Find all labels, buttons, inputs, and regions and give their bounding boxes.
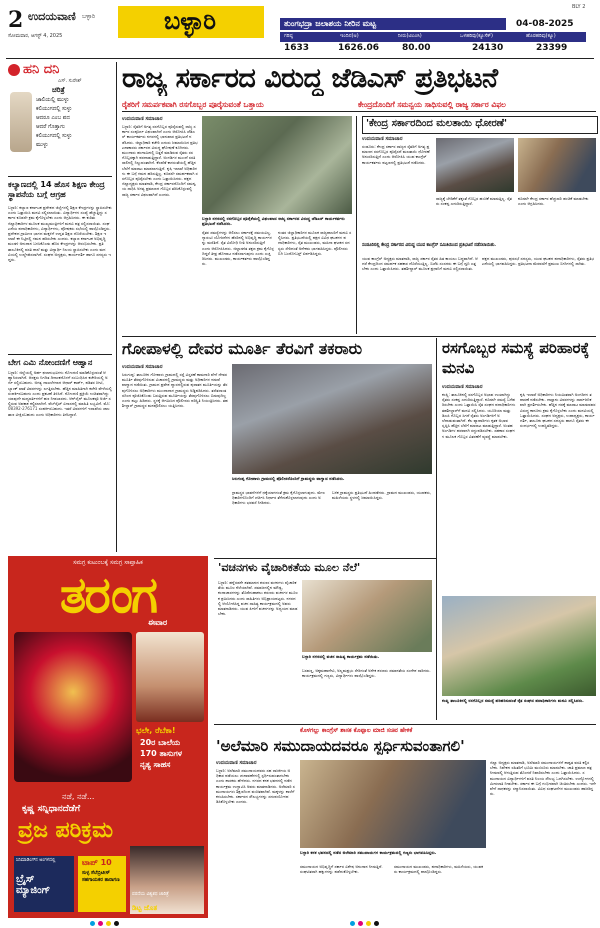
story2-headline: ಬೇಗ ಎಮಿ ನೋಂದಣಿಗೆ ಆಹ್ವಾನ xyxy=(8,358,93,367)
alemari-photo xyxy=(300,760,486,848)
poem-line-6: ಮುಳ್ಳು xyxy=(36,142,49,148)
gopuram-caption: ಸಿರುಗುಪ್ಪ ಗೋಪಾಳು ಗ್ರಾಮದಲ್ಲಿ ಪೊಲೀಸರೊಂದಿಗೆ ಗ್ರಾಮಸ್ಥರು ವಾಗ್ವಾದ ನಡೆಸಿದರು. xyxy=(232,476,345,481)
dam-value-3: 80.00 xyxy=(402,43,431,53)
hani-dani-box xyxy=(8,62,112,172)
reg-dot-8 xyxy=(374,921,379,926)
taranga-ad-line2: 170 ತಾಸುಗಳ xyxy=(140,749,183,758)
hani-dani-title: ಹನಿ ದನಿ xyxy=(23,62,60,77)
poem-line-2: ಕಲಿಯುಗದಲ್ಲಿ ಸುಳ್ಳು xyxy=(36,106,72,112)
lead-body-col2: ರೈತರ ಸಮಸ್ಯೆಗಳನ್ನು ಆಲಿಸಲು ಸರ್ಕಾರಕ್ಕೆ ಸಮಯವಿಲ್ಲ. ಗ್ಯಾರಂಟಿ ಯೋಜನೆಗಳ ಹೆಸರಿನಲ್ಲಿ ಅಭಿವೃದ್ಧಿ ಕಾರ್ಯಗಳನ್ನು ಮರೆತಿದೆ. ರೈತ ವಿರೋಧಿ ನೀತಿ ಅನುಸರಿಸುತ್ತಿದೆ ಎಂದು ಆರೋಪಿಸಿದರು. ಜಿಲ್ಲಾಡಳಿತ ತಕ್ಷಣ ಕ್ರಮ ಕೈಗೊಳ್ಳದಿದ್ದರೆ ತೀವ್ರ ಹೋರಾಟ ನಡೆಸಲಾಗುವುದು ಎಂದು ಎಚ್ಚರಿಸಿದರು. ಮುಖಂಡರು, ಕಾರ್ಯಕರ್ತರು ಪಾಲ್ಗೊಂಡಿದ್ದರು. xyxy=(202,230,274,267)
story2-body: ಬಳ್ಳಾರಿ: ಜಿಲ್ಲೆಯಲ್ಲಿ ಅರ್ಹ ಫಲಾನುಭವಿಗಳು ನೋಂದಣಿ ಮಾಡಿಕೊಳ್ಳುವಂತೆ ಆಹ್ವಾನಿಸಲಾಗಿದೆ. ಆಸಕ್ತರು ನಿಗದಿತ ದಿನಾಂಕದೊಳಗೆ ಸಂಬಂಧಿಸಿದ ಕಚೇರಿಯಲ್ಲಿ ಅರ್ಜಿ ಸಲ್ಲಿಸಬಹುದು. ಅಗತ್ಯ ದಾಖಲೆಗಳಾದ ಆಧಾರ್ ಕಾರ್ಡ್, ಪಡಿತರ ಚೀಟಿ, ಬ್ಯಾಂಕ್ ಖಾತೆ ವಿವರಗಳನ್ನು ಲಗತ್ತಿಸಬೇಕು. ಹೆಚ್ಚಿನ ಮಾಹಿತಿಗಾಗಿ ಕಚೇರಿ ವೇಳೆಯಲ್ಲಿ ಸಂಪರ್ಕಿಸಬಹುದು ಎಂದು ಪ್ರಕಟಣೆ ತಿಳಿಸಿದೆ. ನೋಂದಣಿ ಪ್ರಕ್ರಿಯೆ ಉಚಿತವಾಗಿದ್ದು ಯಾವುದೇ ಮಧ್ಯವರ್ತಿಗಳಿಗೆ ಹಣ ನೀಡಬಾರದು. ಆನ್‌ಲೈನ್ ಮೂಲಕವೂ ಅರ್ಜಿ ಸಲ್ಲಿಸುವ ಅವಕಾಶ ಕಲ್ಪಿಸಲಾಗಿದೆ. ವೆಬ್‌ಸೈಟ್ ವಿಳಾಸದಲ್ಲಿ ಮಾಹಿತಿ ಲಭ್ಯವಿದೆ. ಮೊ: 08392-276171 ಸಂಪರ್ಕಿಸಬಹುದು. ಇತರೆ ವಿವರಗಳಿಗೆ ಇಲಾಖೆಯ ಜಾಲತಾಣ ವೀಕ್ಷಿಸಬಹುದು ಎಂದು ಅಧಿಕಾರಿಗಳು ತಿಳಿಸಿದ್ದಾರೆ. xyxy=(8,370,112,417)
dam-header-1: ಗರಿಷ್ಠ xyxy=(284,33,293,39)
taranga-ad-nade: ನಡೆ, ನಡೆ... xyxy=(62,792,95,801)
lead-deck-2: ಕೇಂದ್ರದೊಂದಿಗೆ ಸಮನ್ವಯ ಸಾಧಿಸುವಲ್ಲಿ ರಾಜ್ಯ ಸರ್ಕಾರ ವಿಫಲ xyxy=(358,100,506,109)
lead-body-col1: ಬಳ್ಳಾರಿ: ರೈತರಿಗೆ ಅಗತ್ಯ ರಸಗೊಬ್ಬರ ಪೂರೈಸುವಲ್ಲಿ ರಾಜ್ಯ ಸರ್ಕಾರ ಸಂಪೂರ್ಣ ವಿಫಲವಾಗಿದೆ ಎಂದು ಆರೋಪಿಸಿ ಜೆಡಿಎಸ್ ಕಾರ್ಯಕರ್ತರು ನಗರದಲ್ಲಿ ಭಾನುವಾರ ಪ್ರತಿಭಟನೆ ನಡೆಸಿದರು. ಜಿಲ್ಲಾಧಿಕಾರಿ ಕಚೇರಿ ಎದುರು ಜಮಾಯಿಸಿದ ಪ್ರತಿಭಟನಾಕಾರರು ಸರ್ಕಾರದ ವಿರುದ್ಧ ಘೋಷಣೆ ಕೂಗಿದರು. ಮುಂಗಾರು ಹಂಗಾಮಿನಲ್ಲಿ ಬಿತ್ತನೆ ಮಾಡಿರುವ ರೈತರು ರಸಗೊಬ್ಬರಕ್ಕಾಗಿ ಪರದಾಡುತ್ತಿದ್ದಾರೆ. ಅಂಗಡಿಗಳ ಮುಂದೆ ಸರತಿ ಸಾಲಿನಲ್ಲಿ ನಿಲ್ಲುವಂತಾಗಿದೆ. ಕೆಲವೆಡೆ ಕಾಳಸಂತೆಯಲ್ಲಿ ಹೆಚ್ಚಿನ ಬೆಲೆಗೆ ಮಾರಾಟ ಮಾಡಲಾಗುತ್ತಿದೆ. ಕೃಷಿ ಇಲಾಖೆ ಅಧಿಕಾರಿಗಳು ಈ ಬಗ್ಗೆ ಗಮನ ಹರಿಸುತ್ತಿಲ್ಲ. ಕೂಡಲೇ ಸಮರ್ಪಕವಾಗಿ ರಸಗೊಬ್ಬರ ಪೂರೈಸಬೇಕು ಎಂದು ಒತ್ತಾಯಿಸಿದರು. ಪಕ್ಷದ ಜಿಲ್ಲಾಧ್ಯಕ್ಷರು ಮಾತನಾಡಿ, ಕೇಂದ್ರ ಸರ್ಕಾರದೊಂದಿಗೆ ಸಮನ್ವಯ ಸಾಧಿಸಿ ಅಗತ್ಯ ಪ್ರಮಾಣದ ಗೊಬ್ಬರ ತರಿಸಿಕೊಳ್ಳುವಲ್ಲಿ ರಾಜ್ಯ ಸರ್ಕಾರ ವಿಫಲವಾಗಿದೆ ಎಂದರು. xyxy=(122,124,198,197)
dam-header-3: ನೀರು(ಟಿಎಂಸಿ) xyxy=(398,33,422,39)
hani-dani-logo xyxy=(8,64,20,76)
alemari-body-col4: ಜಿಲ್ಲಾ ಅಧ್ಯಕ್ಷರು ಮಾತನಾಡಿ, ಅಲೆಮಾರಿ ಸಮುದಾಯಗಳಿಗೆ ಶಾಶ್ವತ ವಸತಿ ಕಲ್ಪಿಸಬೇಕು. ನಿವೇಶನ ರಹಿತರಿಗೆ ಭೂಮಿ ಮಂಜೂರು ಮಾಡಬೇಕು. ಜಾತಿ ಪ್ರಮಾಣ ಪತ್ರ ನೀಡುವಲ್ಲಿ ಆಗುತ್ತಿರುವ ತೊಂದರೆ ನಿವಾರಿಸಬೇಕು ಎಂದು ಒತ್ತಾಯಿಸಿದರು. ಸಮುದಾಯದ ವಿದ್ಯಾರ್ಥಿಗಳಿಗೆ ವಸತಿ ನಿಲಯ ಸೌಲಭ್ಯ ಒದಗಿಸಬೇಕು. ಉದ್ಯೋಗದಲ್ಲಿ ಮೀಸಲಾತಿ ನೀಡಬೇಕು. ಸರ್ಕಾರ ಈ ಬಗ್ಗೆ ಗಂಭೀರವಾಗಿ ಚಿಂತಿಸಬೇಕು ಎಂದರು. ಇದೇ ವೇಳೆ ಸಾಧಕರನ್ನು ಸನ್ಮಾನಿಸಲಾಯಿತು. ವಿವಿಧ ಸಂಘಟನೆಗಳ ಮುಖಂಡರು ಹಾಜರಿದ್ದರು. xyxy=(490,760,596,797)
taranga-ad-subtitle: ಈವಾರ xyxy=(148,618,168,627)
kendra-body-col4: ಯುವ ಕಾಂಗ್ರೆಸ್ ಅಧ್ಯಕ್ಷರು ಮಾತನಾಡಿ, ರಾಜ್ಯ ಸರ್ಕಾರ ರೈತರ ಹಿತ ಕಾಯಲು ಬದ್ಧವಾಗಿದೆ. ಆದರೆ ಕೇಂದ್ರದಿಂದ ಸಮರ್ಪಕ ಸಹಕಾರ ದೊರೆಯುತ್ತಿಲ್ಲ. ಬಿಜೆಪಿ ಸಂಸದರು ಈ ಬಗ್ಗೆ ಧ್ವನಿ ಎತ್ತಬೇಕು ಎಂದು ಒತ್ತಾಯಿಸಿದರು. ತಹಶೀಲ್ದಾರ್ ಮೂಲಕ ಪ್ರಧಾನಿಗೆ ಮನವಿ ಸಲ್ಲಿಸಲಾಯಿತು. xyxy=(362,256,478,272)
lead-rule xyxy=(122,111,596,112)
taranga-ad-b2: ಬ್ರೈಸ್ ಮ್ಯಾಜಿಂಗ್ xyxy=(16,874,51,896)
taranga-ad-title: ತರಂಗ xyxy=(59,566,157,624)
reg-dot-6 xyxy=(358,921,363,926)
alemari-kicker: ಕೊಳಗಲ್ಲು ಕಾಂಗ್ರೆಸ್ ಶಾಸಕ ಕೊಪ್ಪಾಲ ಮಾಜಿ ಸಚಿವ ಹೇಳಿಕೆ xyxy=(300,727,413,734)
charitre-title: ಚರಿತ್ರೆ xyxy=(52,86,65,94)
alemari-caption: ಬಳ್ಳಾರಿ ಕನಕ ಭವನದಲ್ಲಿ ನಡೆದ ಅಲೆಮಾರಿ ಸಮುದಾಯಗಳ ಕಾರ್ಯಕ್ರಮದಲ್ಲಿ ಗಣ್ಯರು ಭಾಗವಹಿಸಿದ್ದರು. xyxy=(300,850,437,855)
dam-header-4: ಒಳಹರಿವು(ಕ್ಯೂಸೆಕ್) xyxy=(460,33,494,39)
taranga-ad-line3: ನೃತ್ಯ ಸಾಹಸ xyxy=(140,760,171,769)
poem-line-5: ಕಲಿಯುಗದಲ್ಲಿ ಸುಳ್ಳು xyxy=(36,133,72,139)
lead-headline: ರಾಜ್ಯ ಸರ್ಕಾರದ ವಿರುದ್ಧ ಜೆಡಿಎಸ್ ಪ್ರತಿಭಟನೆ xyxy=(122,63,498,94)
dam-date: 04-08-2025 xyxy=(516,19,574,29)
reg-dot-7 xyxy=(366,921,371,926)
poem-line-1: ಜಾಲಿಯಲ್ಲಿ ಮುಳ್ಳು xyxy=(36,97,69,103)
lead-kendra-divider xyxy=(356,116,357,334)
reg-dot-4 xyxy=(114,921,119,926)
poem-line-4: ಆದರೆ ಗೊತ್ತಾಗು xyxy=(36,124,65,130)
gopuram-body-col2: ಗ್ರಾಮಸ್ಥರ ಭಾವನೆಗಳಿಗೆ ಧಕ್ಕೆಯಾಗದಂತೆ ಕ್ರಮ ಕೈಗೊಳ್ಳಲಾಗುವುದು. ಮೇಲಧಿಕಾರಿಗಳೊಂದಿಗೆ ಚರ್ಚಿಸಿ ನಿರ್ಧಾರ ತೆಗೆದುಕೊಳ್ಳಲಾಗುವುದು ಎಂದು ಅಧಿಕಾರಿಗಳು ಭರವಸೆ ನೀಡಿದರು. xyxy=(232,490,325,506)
alemari-byline: ಉದಯವಾಣಿ ಸಮಾಚಾರ xyxy=(216,760,257,766)
lead-deck-1: ರೈತರಿಗೆ ಸಮರ್ಪಕವಾಗಿ ರಸಗೊಬ್ಬರ ಪೂರೈಸುವಂತೆ ಒತ್ತಾಯ xyxy=(122,100,264,109)
gopuram-byline: ಉದಯವಾಣಿ ಸಮಾಚಾರ xyxy=(122,364,163,370)
left-rule-2 xyxy=(8,354,112,355)
taranga-ad-b3: ಟಾಪ್ 10 xyxy=(82,858,112,867)
left-rule-1 xyxy=(8,176,112,177)
taranga-ad-deity-image xyxy=(14,632,132,782)
dam-header-5: ಹೊರಹರಿವು(ಕ್ಯೂ) xyxy=(526,33,556,39)
kendra-body-col1: ಸಂಡೂರು: ಕೇಂದ್ರ ಸರ್ಕಾರ ರಾಜ್ಯದ ರೈತರಿಗೆ ಅಗತ್ಯ ಪ್ರಮಾಣದ ರಸಗೊಬ್ಬರ ಪೂರೈಸದೆ ಮಲತಾಯಿ ಧೋರಣೆ ಅನುಸರಿಸುತ್ತಿದೆ ಎಂದು ಆರೋಪಿಸಿ ಯುವ ಕಾಂಗ್ರೆಸ್ ಕಾರ್ಯಕರ್ತರು ಪಟ್ಟಣದಲ್ಲಿ ಪ್ರತಿಭಟನೆ ನಡೆಸಿದರು. xyxy=(362,144,430,165)
story1-body: ಬಳ್ಳಾರಿ: ಕಲ್ಯಾಣ ಕರ್ನಾಟಕ ಪ್ರದೇಶದ ಜಿಲ್ಲೆಗಳಲ್ಲಿ ಶಿಕ್ಷಣ ಕೇಂದ್ರಗಳನ್ನು ಸ್ಥಾಪಿಸಬೇಕು ಎಂದು ಒತ್ತಾಯಿಸಿ ಮನವಿ ಸಲ್ಲಿಸಲಾಯಿತು. ವಿದ್ಯಾರ್ಥಿಗಳ ಸಂಖ್ಯೆ ಹೆಚ್ಚುತ್ತಿದ್ದು ಸರ್ಕಾರ ಕೂಡಲೇ ಕ್ರಮ ಕೈಗೊಳ್ಳಬೇಕು ಎಂದು ಆಗ್ರಹಿಸಿದರು. ಈ ಕುರಿತು ಜಿಲ್ಲಾಧಿಕಾರಿಗಳ ಮೂಲಕ ಮುಖ್ಯಮಂತ್ರಿಗಳಿಗೆ ಮನವಿ ಪತ್ರ ಸಲ್ಲಿಸಲಾಯಿತು. ಸಂಘಟನೆಯ ಪದಾಧಿಕಾರಿಗಳು, ವಿದ್ಯಾರ್ಥಿಗಳು, ಪೋಷಕರು ಸಭೆಯಲ್ಲಿ ಪಾಲ್ಗೊಂಡಿದ್ದರು. ಪ್ರದೇಶದ ಗ್ರಾಮೀಣ ಭಾಗದ ಮಕ್ಕಳಿಗೆ ಉನ್ನತ ಶಿಕ್ಷಣ ದೊರೆಯಬೇಕು. ಶಿಕ್ಷಣ ಇಲಾಖೆ ಈ ನಿಟ್ಟಿನಲ್ಲಿ ಗಮನ ಹರಿಸಬೇಕು ಎಂದರು. ಕಲ್ಯಾಣ ಕರ್ನಾಟಕ ಅಭಿವೃದ್ಧಿ ಮಂಡಳಿ ಅನುದಾನ ಬಳಸಿಕೊಂಡು ಹೊಸ ಕೇಂದ್ರಗಳನ್ನು ಆರಂಭಿಸಬೇಕು. ಪ್ರತಿ ತಾಲೂಕಿನಲ್ಲಿ ವಸತಿ ಶಾಲೆ ಮತ್ತು ವಿದ್ಯಾರ್ಥಿ ನಿಲಯ ಸ್ಥಾಪಿಸಬೇಕು ಎಂದು ಮನವಿಯಲ್ಲಿ ಉಲ್ಲೇಖಿಸಲಾಗಿದೆ. ಸಂಘದ ಅಧ್ಯಕ್ಷರು, ಕಾರ್ಯದರ್ಶಿ ಹಾಗೂ ಸದಸ್ಯರು ಇದ್ದರು. xyxy=(8,205,112,263)
kendra-body-col5: ಪಕ್ಷದ ಮುಖಂಡರು, ಪುರಸಭೆ ಸದಸ್ಯರು, ಯುವ ಘಟಕದ ಪದಾಧಿಕಾರಿಗಳು, ರೈತರು ಪ್ರತಿಭಟನೆಯಲ್ಲಿ ಭಾಗವಹಿಸಿದ್ದರು. ಪ್ರತಿಭಟನಾ ಮೆರವಣಿಗೆ ಪ್ರಮುಖ ಬೀದಿಗಳಲ್ಲಿ ಸಾಗಿತು. xyxy=(482,256,595,267)
rasagobbara-body-col2: ಕೃಷಿ ಇಲಾಖೆ ಅಧಿಕಾರಿಗಳು ನಿಯಮಿತವಾಗಿ ಅಂಗಡಿಗಳ ತಪಾಸಣೆ ನಡೆಸಬೇಕು. ದಾಸ್ತಾನು ವಿವರಗಳನ್ನು ಸಾರ್ವಜನಿಕವಾಗಿ ಪ್ರದರ್ಶಿಸಬೇಕು. ಹೆಚ್ಚಿನ ದರಕ್ಕೆ ಮಾರಾಟ ಮಾಡುವವರ ವಿರುದ್ಧ ಕಾನೂನು ಕ್ರಮ ಕೈಗೊಳ್ಳಬೇಕು ಎಂದು ಮನವಿಯಲ್ಲಿ ಒತ್ತಾಯಿಸಿದರು. ಸಂಘದ ಅಧ್ಯಕ್ಷರು, ಉಪಾಧ್ಯಕ್ಷರು, ಕಾರ್ಯದರ್ಶಿ, ತಾಲೂಕು ಘಟಕದ ಸದಸ್ಯರು ಹಾಗೂ ರೈತರು ಈ ಸಂದರ್ಭದಲ್ಲಿ ಉಪಸ್ಥಿತರಿದ್ದರು. xyxy=(520,392,596,429)
kendra-photo-2 xyxy=(518,138,596,192)
kendra-byline: ಉದಯವಾಣಿ ಸಮಾಚಾರ xyxy=(362,136,403,142)
alemari-body-col2: ಸಮುದಾಯದ ಅಭಿವೃದ್ಧಿಗೆ ಸರ್ಕಾರ ವಿಶೇಷ ಅನುದಾನ ನೀಡುತ್ತಿದೆ. ಸಂಘಟಿತರಾಗಿ ಹಕ್ಕುಗಳನ್ನು ಪಡೆದುಕೊಳ್ಳಬೇಕು. xyxy=(300,864,383,875)
left-column-divider xyxy=(116,62,117,552)
masthead-rule xyxy=(6,58,594,59)
taranga-ad-woman-image xyxy=(136,632,204,722)
dam-header-2: ಇಂದಿನ(ಅ) xyxy=(340,33,359,39)
rasagobbara-photo xyxy=(442,596,596,696)
vachana-photo xyxy=(302,580,432,652)
reg-dot-2 xyxy=(98,921,103,926)
reg-dot-5 xyxy=(350,921,355,926)
dam-value-2: 1626.06 xyxy=(338,43,379,53)
reg-dot-3 xyxy=(106,921,111,926)
rasagobbara-byline: ಉದಯವಾಣಿ ಸಮಾಚಾರ xyxy=(442,384,483,390)
poem-line-3: ಆದರೂ ಎಂಬ ಪದ xyxy=(36,115,70,121)
story1-headline: ಕಲ್ಯಾಣದಲ್ಲಿ 14 ಹೊಸ ಶಿಕ್ಷಣ ಕೇಂದ್ರ ಸ್ಥಾಪನೆಯ ಬಗ್ಗೆ ಆಗ್ರಹ xyxy=(8,180,105,199)
city-title: ಬಳ್ಳಾರಿ xyxy=(164,7,216,35)
vachana-body-col1: ಬಳ್ಳಾರಿ: ಹನ್ನೆರಡನೇ ಶತಮಾನದ ಶರಣರ ವಚನಗಳು ವೈಚಾರಿಕತೆಯ ಮೂಲ ನೆಲೆಯಾಗಿವೆ. ಸಮಾಜದಲ್ಲಿನ ಮೌಢ್ಯ, ಕಂದಾಚಾರಗಳನ್ನು ತೊಡೆದುಹಾಕಲು ಶರಣರು ವಚನಗಳ ಮೂಲಕ ಶ್ರಮಿಸಿದರು ಎಂದು ಸಾಹಿತಿಗಳು ಅಭಿಪ್ರಾಯಪಟ್ಟರು. ನಗರದಲ್ಲಿ ಆಯೋಜಿಸಿದ್ದ ವಚನ ಸಾಹಿತ್ಯ ಕಾರ್ಯಕ್ರಮದಲ್ಲಿ ಅವರು ಮಾತನಾಡಿದರು. ಯುವ ಪೀಳಿಗೆ ವಚನಗಳನ್ನು ಅಧ್ಯಯನ ಮಾಡಬೇಕು. xyxy=(218,580,298,617)
taranga-ad-b6: ಡಿಟ್ಟ ಜೊತ xyxy=(132,904,158,912)
alemari-rule xyxy=(214,724,596,725)
hani-dani-author: ಎಸ್. ಸುರೇಶ್ xyxy=(58,78,82,84)
kendra-caption: ಸಂಡೂರಿನಲ್ಲಿ ಕೇಂದ್ರ ಸರ್ಕಾರದ ವಿರುದ್ಧ ಯುವ ಕಾಂಗ್ರೆಸ್ ಸಮಿತಿಯಿಂದ ಪ್ರತಿಭಟನೆ ನಡೆಸಲಾಯಿತು. xyxy=(362,243,496,248)
mid-column-divider xyxy=(436,338,437,720)
registration-marks xyxy=(0,920,600,928)
rasagobbara-body-col1: ಕಂಪ್ಲಿ: ತಾಲೂಕಿನಲ್ಲಿ ರಸಗೊಬ್ಬರ ಅಭಾವ ಉಂಟಾಗಿದ್ದು ರೈತರು ಸಂಕಷ್ಟ ಎದುರಿಸುತ್ತಿದ್ದಾರೆ. ಕೂಡಲೇ ಸಮಸ್ಯೆ ಬಗೆಹರಿಸಬೇಕು ಎಂದು ಒತ್ತಾಯಿಸಿ ರೈತ ಸಂಘದ ಪದಾಧಿಕಾರಿಗಳು ತಹಶೀಲ್ದಾರ್‌ಗೆ ಮನವಿ ಸಲ್ಲಿಸಿದರು. ಯೂರಿಯಾ ಮತ್ತು ಡಿಎಪಿ ಗೊಬ್ಬರ ಸಿಗದೆ ರೈತರು ಅಂಗಡಿಗಳಿಗೆ ಅಲೆದಾಡುವಂತಾಗಿದೆ. ಕೆಲ ವ್ಯಾಪಾರಿಗಳು ಕೃತಕ ಅಭಾವ ಸೃಷ್ಟಿಸಿ ಹೆಚ್ಚಿನ ಬೆಲೆಗೆ ಮಾರಾಟ ಮಾಡುತ್ತಿದ್ದಾರೆ. ಅಂತಹ ಅಂಗಡಿಗಳ ಪರವಾನಗಿ ರದ್ದುಪಡಿಸಬೇಕು. ಸಹಕಾರ ಸಂಘಗಳ ಮೂಲಕ ಗೊಬ್ಬರ ವಿತರಣೆಗೆ ವ್ಯವಸ್ಥೆ ಮಾಡಬೇಕು. xyxy=(442,392,516,439)
page-code: BLY 2 xyxy=(572,4,586,10)
kendra-body-col2: ರಾಜ್ಯಕ್ಕೆ ಬೇಡಿಕೆಗೆ ತಕ್ಕಂತೆ ಗೊಬ್ಬರ ಹಂಚಿಕೆ ಮಾಡುತ್ತಿಲ್ಲ. ರೈತರು ಸಂಕಷ್ಟ ಎದುರಿಸುತ್ತಿದ್ದಾರೆ. xyxy=(436,196,512,207)
taranga-ad-question: ಭಲೇ, ರೆಬೆಕಾ! xyxy=(136,726,176,735)
vachana-headline: 'ವಚನಗಳು ವೈಚಾರಿಕತೆಯ ಮೂಲ ನೆಲೆ' xyxy=(218,561,361,574)
taranga-ad-b4: ಸುಳ್ಳ ಸೆಲೆಬ್ರಿಟೀಸ್ ಸಹಗಾಯಕರ ತಾರಾಗಣ xyxy=(82,870,120,883)
gopuram-body-col1: ಸಿರುಗುಪ್ಪ: ತಾಲೂಕಿನ ಗೋಪಾಳು ಗ್ರಾಮದಲ್ಲಿ ರಸ್ತೆ ವಿಸ್ತರಣೆ ಕಾಮಗಾರಿ ವೇಳೆ ದೇವರ ಮೂರ್ತಿ ತೆರವುಗೊಳಿಸುವ ವಿಚಾರದಲ್ಲಿ ಗ್ರಾಮಸ್ಥರು ಮತ್ತು ಅಧಿಕಾರಿಗಳ ನಡುವೆ ವಾಗ್ವಾದ ನಡೆಯಿತು. ಗ್ರಾಮದ ಪ್ರವೇಶ ದ್ವಾರದಲ್ಲಿರುವ ಪುರಾತನ ಮೂರ್ತಿಯನ್ನು ತೆರವುಗೊಳಿಸಲು ಅಧಿಕಾರಿಗಳು ಮುಂದಾದಾಗ ಗ್ರಾಮಸ್ಥರು ಅಡ್ಡಿಪಡಿಸಿದರು. ತಲೆತಲಾಂತರದಿಂದ ಪೂಜಿಸಿಕೊಂಡು ಬರುತ್ತಿರುವ ಮೂರ್ತಿಯನ್ನು ತೆರವುಗೊಳಿಸಲು ಬಿಡುವುದಿಲ್ಲ ಎಂದು ಪಟ್ಟು ಹಿಡಿದರು. ಸ್ಥಳಕ್ಕೆ ಆಗಮಿಸಿದ ಪೊಲೀಸರು ಪರಿಸ್ಥಿತಿ ನಿಯಂತ್ರಿಸಿದರು. ತಹಶೀಲ್ದಾರ್ ಗ್ರಾಮಸ್ಥರ ಮನವೊಲಿಸಲು ಯತ್ನಿಸಿದರು. xyxy=(122,372,228,409)
mid-rule-1 xyxy=(122,336,596,337)
dam-value-5: 23399 xyxy=(536,43,568,53)
reg-dot-1 xyxy=(90,921,95,926)
taranga-ad-line1: 20ರ ಬಾಲೆಯ xyxy=(140,738,181,747)
edition-label: ಬಳ್ಳಾರಿ xyxy=(82,13,95,20)
date-line: ಸೋಮವಾರ, ಆಗಸ್ಟ್ 4, 2025 xyxy=(8,33,63,39)
dam-value-1: 1633 xyxy=(284,43,310,53)
gopuram-photo xyxy=(232,364,432,474)
alemari-headline: 'ಅಲೆಮಾರಿ ಸಮುದಾಯದವರೂ ಸ್ಪರ್ಧಿಸುವಂತಾಗಲಿ' xyxy=(216,737,465,755)
gopuram-headline: ಗೋಪಾಳಲ್ಲಿ ದೇವರ ಮೂರ್ತಿ ತೆರವಿಗೆ ತಕರಾರು xyxy=(122,339,363,358)
kendra-headline: 'ಕೇಂದ್ರ ಸರ್ಕಾರದಿಂದ ಮಲತಾಯಿ ಧೋರಣೆ' xyxy=(366,118,508,129)
lead-byline: ಉದಯವಾಣಿ ಸಮಾಚಾರ xyxy=(122,116,163,122)
rasagobbara-caption: ಕಂಪ್ಲಿ ತಾಲೂಕಿನಲ್ಲಿ ರಸಗೊಬ್ಬರ ಸಮಸ್ಯೆ ಪರಿಹರಿಸುವಂತೆ ರೈತ ಸಂಘದ ಪದಾಧಿಕಾರಿಗಳು ಮನವಿ ಸಲ್ಲಿಸಿದರು. xyxy=(442,698,584,703)
taranga-ad-b1: ಸಿನಿಮಾಡಿಂಗ್‍ನ ಅಂಗಳದಲ್ಲಿ xyxy=(16,858,56,863)
dam-level-table xyxy=(280,18,586,56)
taranga-ad-braj: ವ್ರಜ ಪರಿಕ್ರಮ xyxy=(18,818,113,843)
dam-title: ತುಂಗಭದ್ರಾ ಜಲಾಶಯ ನೀರಿನ ಮಟ್ಟ xyxy=(284,19,376,28)
lead-body-col3: ನಂತರ ಜಿಲ್ಲಾಧಿಕಾರಿಗಳ ಮೂಲಕ ರಾಜ್ಯಪಾಲರಿಗೆ ಮನವಿ ಸಲ್ಲಿಸಿದರು. ಪ್ರತಿಭಟನೆಯಲ್ಲಿ ಪಕ್ಷದ ವಿವಿಧ ಘಟಕಗಳ ಪದಾಧಿಕಾರಿಗಳು, ರೈತ ಮುಖಂಡರು, ಮಹಿಳಾ ಘಟಕದ ಸದಸ್ಯರು ಸೇರಿದಂತೆ ಅನೇಕರು ಭಾಗವಹಿಸಿದ್ದರು. ಪೊಲೀಸರು ಬಿಗಿ ಬಂದೋಬಸ್ತ್ ಏರ್ಪಡಿಸಿದ್ದರು. xyxy=(278,230,352,256)
vachana-body-col2: ಬಸವಣ್ಣ, ಅಕ್ಕಮಹಾದೇವಿ, ಅಲ್ಲಮಪ್ರಭು ಸೇರಿದಂತೆ ಅನೇಕ ಶರಣರು ಸಮಾನತೆಯ ಸಂದೇಶ ಸಾರಿದರು. ಕಾರ್ಯಕ್ರಮದಲ್ಲಿ ಗಣ್ಯರು, ವಿದ್ಯಾರ್ಥಿಗಳು ಪಾಲ್ಗೊಂಡಿದ್ದರು. xyxy=(302,668,431,679)
taranga-ad-krishna: ಕೃಷ್ಣ ಸನ್ನಿಧಾನದೆಡೆಗೆ xyxy=(22,804,81,814)
alemari-body-col1: ಬಳ್ಳಾರಿ: ಅಲೆಮಾರಿ ಸಮುದಾಯದವರು ಸಹ ರಾಜಕೀಯ ಅಧಿಕಾರ ಪಡೆಯಲು ಚುನಾವಣೆಗಳಲ್ಲಿ ಸ್ಪರ್ಧಿಸುವಂತಾಗಬೇಕು ಎಂದು ಶಾಸಕರು ಹೇಳಿದರು. ನಗರದ ಕನಕ ಭವನದಲ್ಲಿ ನಡೆದ ಕಾರ್ಯಕ್ರಮ ಉದ್ಘಾಟಿಸಿ ಅವರು ಮಾತನಾಡಿದರು. ಅಲೆಮಾರಿ ಸಮುದಾಯಗಳು ಶಿಕ್ಷಣದಿಂದ ವಂಚಿತವಾಗಿವೆ. ಮಕ್ಕಳನ್ನು ಶಾಲೆಗೆ ಕಳುಹಿಸಬೇಕು. ಸರ್ಕಾರದ ಸೌಲಭ್ಯಗಳನ್ನು ಸದುಪಯೋಗಪಡಿಸಿಕೊಳ್ಳಬೇಕು ಎಂದರು. xyxy=(216,768,295,805)
rasagobbara-headline: ರಸಗೊಬ್ಬರ ಸಮಸ್ಯೆ ಪರಿಹಾರಕ್ಕೆ ಮನವಿ xyxy=(442,339,590,377)
dam-value-4: 24130 xyxy=(472,43,504,53)
gopuram-body-col3: ಬಳಿಕ ಗ್ರಾಮಸ್ಥರು ಪ್ರತಿಭಟನೆ ಹಿಂಪಡೆದರು. ಗ್ರಾಮದ ಮುಖಂಡರು, ಯುವಕರು, ಮಹಿಳೆಯರು ಸ್ಥಳದಲ್ಲಿ ಜಮಾಯಿಸಿದ್ದರು. xyxy=(332,490,432,501)
lead-photo xyxy=(202,116,352,214)
mid-rule-2 xyxy=(214,558,436,559)
taranga-ad-topline: ಸಮಗ್ರ ಕುಟುಂಬಕ್ಕೆ ಸಮಗ್ರ ಸಾಪ್ತಾಹಿಕ xyxy=(73,559,143,566)
page-number: 2 xyxy=(8,7,24,33)
lead-photo-caption: ಬಳ್ಳಾರಿ ನಗರದಲ್ಲಿ ರಸಗೊಬ್ಬರ ಪೂರೈಕೆಯಲ್ಲಿ ವಿಫಲವಾದ ರಾಜ್ಯ ಸರ್ಕಾರದ ವಿರುದ್ಧ ಜೆಡಿಎಸ್ ಕಾರ್ಯಕರ್ತರು ಪ್ರತಿಭಟನೆ ನಡೆಸಿದರು. xyxy=(202,216,345,227)
kendra-body-col3: ಕೂಡಲೇ ಕೇಂದ್ರ ಸರ್ಕಾರ ಹೆಚ್ಚುವರಿ ಹಂಚಿಕೆ ಮಾಡಬೇಕು ಎಂದು ಆಗ್ರಹಿಸಿದರು. xyxy=(518,196,589,207)
taranga-ad[interactable] xyxy=(8,556,208,918)
alemari-body-col3: ಸಮುದಾಯದ ಮುಖಂಡರು, ಪದಾಧಿಕಾರಿಗಳು, ಮಹಿಳೆಯರು, ಯುವಕರು ಕಾರ್ಯಕ್ರಮದಲ್ಲಿ ಪಾಲ್ಗೊಂಡಿದ್ದರು. xyxy=(394,864,484,875)
hani-dani-illustration xyxy=(10,92,32,152)
kendra-photo-1 xyxy=(436,138,514,192)
taranga-ad-b5: ಪರದೆಯ ವಿಶ್ವಕಥ ಚಾರಿತ್ರೆ xyxy=(132,892,169,897)
vachana-caption: ಬಳ್ಳಾರಿ ನಗರದಲ್ಲಿ ವಚನ ಸಾಹಿತ್ಯ ಕಾರ್ಯಕ್ರಮ ನಡೆಯಿತು. xyxy=(302,654,380,659)
paper-name: ಉದಯವಾಣಿ xyxy=(28,10,76,23)
